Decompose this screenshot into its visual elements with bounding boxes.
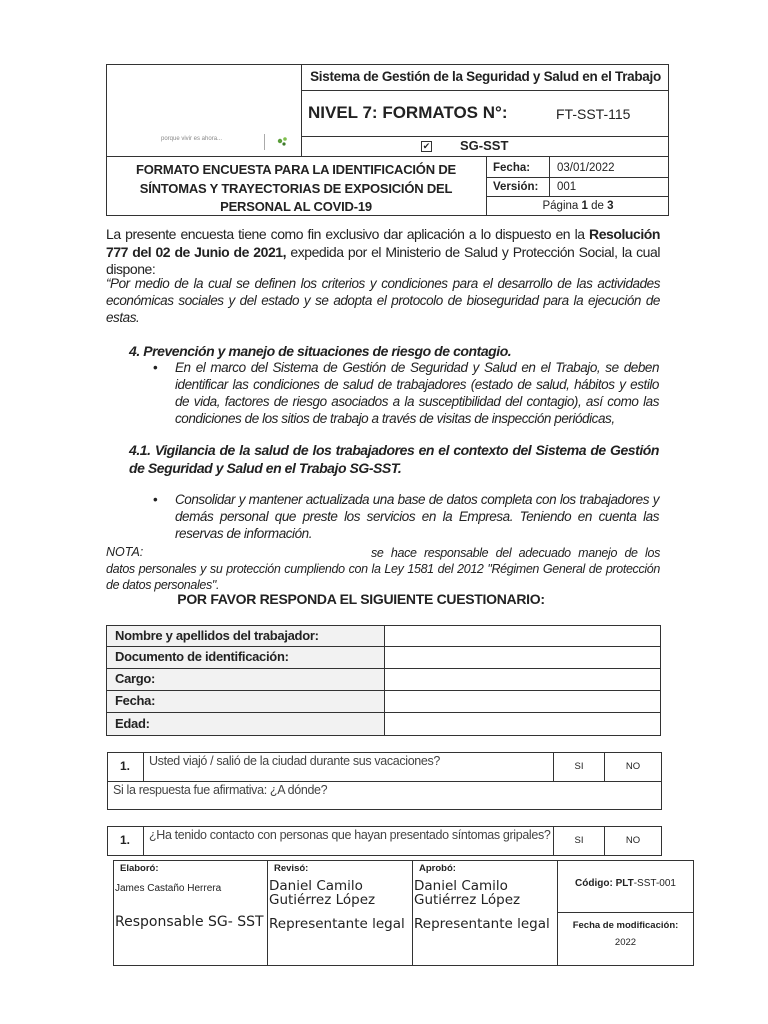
reviso-role: Representante legal (269, 916, 405, 932)
question-2 (107, 826, 662, 856)
intro-paragraph (106, 226, 660, 279)
worker-label-cell (106, 668, 385, 691)
page-of: de (591, 200, 604, 212)
worker-doc-label: Documento de identificación: (115, 649, 289, 664)
question-text: Usted viajó / salió de la ciudad durante sus vacaciones? (149, 754, 441, 768)
codigo-suffix: -SST-001 (633, 878, 676, 889)
answer-si-option[interactable] (553, 826, 605, 856)
question-1 (107, 752, 662, 810)
section4-title: 4. Prevención y manejo de situaciones de riesgo de contagio. (129, 343, 512, 359)
fecha-label: Fecha: (493, 162, 531, 174)
meta-divider-h2 (487, 196, 669, 197)
codigo-text (558, 878, 693, 889)
worker-label-cell (106, 690, 385, 713)
answer-no-label: NO (625, 761, 641, 772)
question-number-cell (107, 826, 144, 856)
question-text-cell (143, 752, 554, 782)
level-row (302, 91, 669, 137)
question-text: ¿Ha tenido contacto con personas que hayan presentado síntomas gripales? (149, 828, 551, 842)
worker-label-cell (106, 646, 385, 669)
intro-resolution: Resolución 777 del 02 de Junio de 2021, (106, 226, 660, 260)
meta-grid (487, 156, 669, 216)
worker-edad-label: Edad: (115, 716, 150, 731)
elaboro-cell (113, 860, 268, 966)
question-number: 1. (120, 833, 131, 847)
aprobo-role: Representante legal (414, 916, 550, 932)
logo-tagline: porque vivir es ahora... (161, 136, 223, 142)
worker-cargo-label: Cargo: (115, 671, 156, 686)
elaboro-name: James Castaño Herrera (115, 883, 222, 894)
answer-no-option[interactable] (604, 826, 662, 856)
fecha-mod-value: 2022 (614, 937, 637, 948)
intro-text-b: expedida por el Ministerio de Salud y Protección Social, la cual dispone: (106, 243, 661, 277)
aprobo-name: Daniel Camilo Gutiérrez López (414, 878, 521, 908)
form-title: FORMATO ENCUESTA PARA LA IDENTIFICACIÓN DE SÍNTOMAS Y TRAYECTORIAS DE EXPOSICIÓN DEL PERSONAL AL COVID-19 (106, 156, 487, 216)
aprobo-cell (412, 860, 558, 966)
logo-cell (106, 64, 302, 156)
codigo-cell (557, 860, 694, 913)
worker-cargo-input[interactable] (384, 668, 661, 691)
aprobo-label: Aprobó: (419, 863, 456, 874)
elaboro-label: Elaboró: (120, 863, 159, 874)
worker-name-input[interactable] (384, 625, 661, 647)
intro-text-a: La presente encuesta tiene como fin exclusivo dar aplicación a lo dispuesto en la (106, 226, 590, 242)
codigo-label: Código: (575, 878, 613, 889)
logo-divider (264, 134, 265, 150)
fecha-mod-cell (557, 912, 694, 966)
page-word: Página (542, 200, 579, 212)
answer-si-option[interactable] (553, 752, 605, 782)
worker-edad-input[interactable] (384, 712, 661, 736)
nota-label: NOTA: (106, 545, 144, 559)
version-label: Versión: (493, 181, 539, 193)
page-num: 1 (581, 200, 588, 212)
footer-table (113, 860, 694, 966)
worker-name-label: Nombre y apellidos del trabajador: (115, 628, 319, 643)
page-total: 3 (607, 200, 614, 212)
check-icon: ✔ (422, 141, 431, 151)
worker-label-cell (106, 625, 385, 647)
fecha-mod-label: Fecha de modificación: (572, 920, 679, 931)
section4-bullet: • En el marco del Sistema de Gestión de Seguridad y Salud en el Trabajo, se deben identificar las condiciones de salud de trabajadores (estado de salud, hábitos y estilo de vida, factores de riesgo asociados a la susceptibilidad del contagio), así como las condiciones de los sitios de trabajo a través de visitas de inspección periódicas, (175, 359, 659, 427)
question-number: 1. (120, 759, 131, 773)
elaboro-role: Responsable SG- SST (115, 914, 264, 930)
sg-sst-row (302, 137, 669, 156)
nota-text: se hace responsable del adecuado manejo de los datos personales y su protección cumpliendo con la Ley 1581 del 2012 "Régimen General de protección de datos personales". (106, 546, 660, 592)
worker-form (106, 625, 661, 736)
worker-doc-input[interactable] (384, 646, 661, 669)
reviso-name: Daniel Camilo Gutiérrez López (269, 878, 376, 908)
followup-input[interactable] (107, 781, 662, 810)
answer-si-label: SI (574, 761, 584, 772)
level-title: NIVEL 7: FORMATOS N°: (308, 103, 508, 122)
meta-divider-h1 (487, 177, 669, 178)
version-value: 001 (557, 181, 577, 193)
answer-no-label: NO (625, 835, 641, 846)
section41-bullet: • Consolidar y mantener actualizada una base de datos completa con los trabajadores y demás personal que preste los servicios en la Empresa. Teniendo en cuenta las reservas de información. (175, 491, 659, 542)
page-indicator (487, 200, 669, 212)
worker-label-cell (106, 712, 385, 736)
system-title: Sistema de Gestión de la Seguridad y Salud en el Trabajo (302, 64, 669, 91)
followup-label: Si la respuesta fue afirmativa: ¿A dónde? (113, 783, 328, 797)
intro-quote: “Por medio de la cual se definen los criterios y condiciones para el desarrollo de las actividades económicas sociales y del estado y se adopta el protocolo de bioseguridad para la ejecución de estas. (106, 276, 660, 325)
reviso-cell (267, 860, 413, 966)
answer-no-option[interactable] (604, 752, 662, 782)
codigo-prefix: PLT (615, 878, 634, 889)
fecha-value: 03/01/2022 (557, 162, 615, 174)
reviso-label: Revisó: (274, 863, 309, 874)
section41-title: 4.1. Vigilancia de la salud de los trabajadores en el contexto del Sistema de Gestión de Seguridad y Salud en el Trabajo SG-SST. (129, 442, 659, 476)
sg-sst-label: SG-SST (460, 138, 509, 153)
format-code: FT-SST-115 (556, 106, 631, 122)
answer-si-label: SI (574, 835, 584, 846)
question-number-cell (107, 752, 144, 782)
worker-fecha-label: Fecha: (115, 693, 156, 708)
worker-fecha-input[interactable] (384, 690, 661, 713)
logo-leaf-icon (276, 136, 290, 148)
cta-title: POR FAVOR RESPONDA EL SIGUIENTE CUESTIONARIO: (177, 591, 545, 607)
question-text-cell (143, 826, 554, 856)
